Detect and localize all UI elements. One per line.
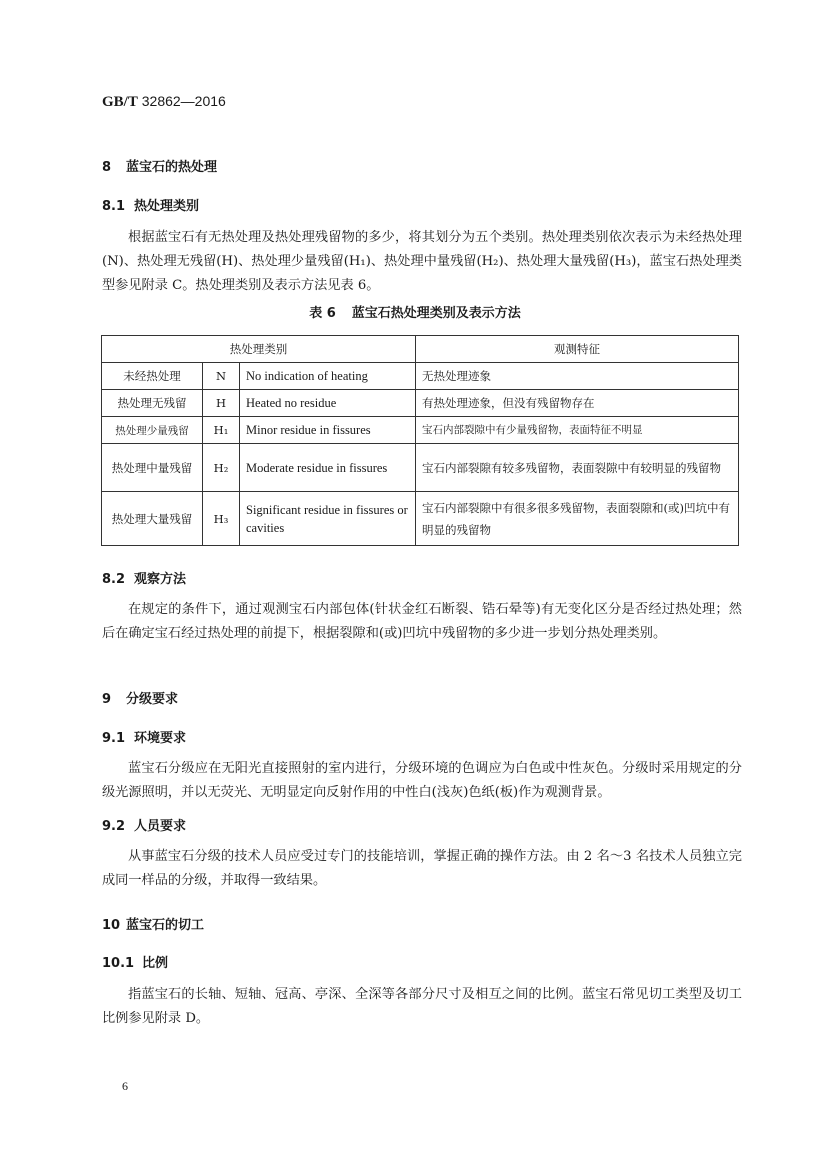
category-name: 热处理无残留 <box>102 390 203 417</box>
section-number: 9 <box>102 692 112 707</box>
category-english: Significant residue in fissures or cavities <box>240 492 416 546</box>
section-8-2-body: 在规定的条件下，通过观测宝石内部包体(针状金红石断裂、锆石晕等)有无变化区分是否经过热处理；然后在确定宝石经过热处理的前提下，根据裂隙和(或)凹坑中残留物的多少进一步划分热处理类别。 <box>102 602 742 641</box>
observed-feature: 无热处理迹象 <box>416 363 739 390</box>
category-english: Moderate residue in fissures <box>240 444 416 492</box>
table-row <box>102 444 739 492</box>
section-title: 比例 <box>142 956 169 971</box>
observed-feature: 宝石内部裂隙有较多残留物，表面裂隙中有较明显的残留物 <box>416 444 739 492</box>
header-category: 热处理类别 <box>102 336 416 363</box>
table-row <box>102 417 739 444</box>
section-number: 10 <box>102 918 121 933</box>
category-code: H₂ <box>203 444 240 492</box>
section-9-1-heading <box>102 727 186 746</box>
section-10-heading <box>102 914 204 933</box>
category-code: H₁ <box>203 417 240 444</box>
section-title: 分级要求 <box>126 692 179 707</box>
section-title: 蓝宝石的热处理 <box>126 160 218 175</box>
page-number: 6 <box>122 1079 128 1093</box>
section-title: 人员要求 <box>134 819 187 834</box>
section-9-2-body: 从事蓝宝石分级的技术人员应受过专门的技能培训，掌握正确的操作方法。由 2 名～3 名技术人员独立完成同一样品的分级，并取得一致结果。 <box>102 849 742 888</box>
observed-feature: 宝石内部裂隙中有少量残留物，表面特征不明显 <box>416 417 739 444</box>
table-row <box>102 492 739 546</box>
section-8-1-heading <box>102 195 199 214</box>
category-code: N <box>203 363 240 390</box>
standard-number: 32862—2016 <box>141 93 226 109</box>
category-code: H₃ <box>203 492 240 546</box>
section-number: 10.1 <box>102 956 135 971</box>
section-title: 蓝宝石的切工 <box>126 918 205 933</box>
section-number: 8 <box>102 160 112 175</box>
section-number: 9.2 <box>102 819 126 834</box>
standard-prefix: GB/T <box>102 94 138 110</box>
header-feature: 观测特征 <box>416 336 739 363</box>
table-row <box>102 390 739 417</box>
category-name: 未经热处理 <box>102 363 203 390</box>
heat-treatment-table <box>101 335 739 546</box>
section-8-2-heading <box>102 568 186 587</box>
category-name: 热处理中量残留 <box>102 444 203 492</box>
observed-feature: 宝石内部裂隙中有很多很多残留物，表面裂隙和(或)凹坑中有明显的残留物 <box>416 492 739 546</box>
table-title: 蓝宝石热处理类别及表示方法 <box>351 306 521 321</box>
section-9-1-body: 蓝宝石分级应在无阳光直接照射的室内进行，分级环境的色调应为白色或中性灰色。分级时采用规定的分级光源照明，并以无荧光、无明显定向反射作用的中性白(浅灰)色纸(板)作为观测背景。 <box>102 761 742 800</box>
table-label: 表 6 <box>309 306 336 321</box>
standard-code <box>102 93 226 111</box>
section-number: 9.1 <box>102 731 126 746</box>
table-row <box>102 363 739 390</box>
category-english: Minor residue in fissures <box>240 417 416 444</box>
section-8-1-body: 根据蓝宝石有无热处理及热处理残留物的多少，将其划分为五个类别。热处理类别依次表示为未经热处理(N)、热处理无残留(H)、热处理少量残留(H₁)、热处理中量残留(H₂)、热处理大量残留(H₃)，蓝宝石热处理类型参见附录 C。热处理类别及表示方法见表 6。 <box>102 230 742 293</box>
category-english: No indication of heating <box>240 363 416 390</box>
table-6-caption <box>0 302 830 321</box>
table-header-row <box>102 336 739 363</box>
category-name: 热处理少量残留 <box>102 417 203 444</box>
section-number: 8.2 <box>102 572 126 587</box>
section-8-heading <box>102 156 217 175</box>
section-title: 观察方法 <box>134 572 187 587</box>
section-9-heading <box>102 688 178 707</box>
observed-feature: 有热处理迹象，但没有残留物存在 <box>416 390 739 417</box>
category-code: H <box>203 390 240 417</box>
section-title: 环境要求 <box>134 731 187 746</box>
section-title: 热处理类别 <box>134 199 200 214</box>
section-number: 8.1 <box>102 199 126 214</box>
section-9-2-heading <box>102 815 186 834</box>
category-english: Heated no residue <box>240 390 416 417</box>
section-10-1-heading <box>102 952 168 971</box>
section-10-1-body: 指蓝宝石的长轴、短轴、冠高、亭深、全深等各部分尺寸及相互之间的比例。蓝宝石常见切工类型及切工比例参见附录 D。 <box>102 987 742 1026</box>
category-name: 热处理大量残留 <box>102 492 203 546</box>
